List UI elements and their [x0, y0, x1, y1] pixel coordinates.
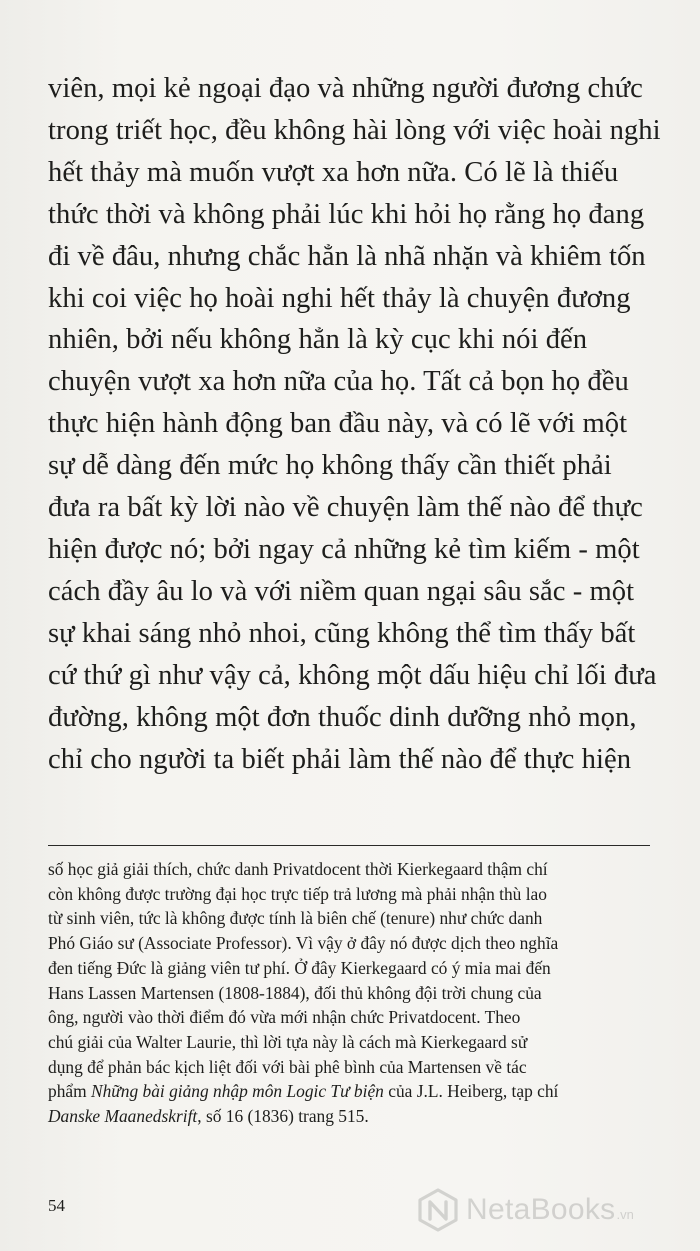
watermark-suffix: .vn [616, 1207, 634, 1222]
body-line: cách đầy âu lo và với niềm quan ngại sâu sắc - một [48, 575, 635, 607]
body-line: thực hiện hành động ban đầu này, và có lẽ với một [48, 408, 628, 440]
netabooks-watermark [416, 1186, 696, 1234]
footnote-line [48, 1079, 688, 1104]
footnote-line: chú giải của Walter Laurie, thì lời tựa này là cách mà Kierkegaard sử [48, 1031, 528, 1052]
main-body-text [48, 68, 698, 780]
body-line: hiện được nó; bởi ngay cả những kẻ tìm kiếm - một [48, 533, 640, 565]
body-line: chỉ cho người ta biết phải làm thế nào để thực hiện [48, 743, 632, 775]
body-line: sự khai sáng nhỏ nhoi, cũng không thể tìm thấy bất [48, 617, 636, 649]
body-line: viên, mọi kẻ ngoại đạo và những người đương chức [48, 73, 643, 104]
footnote-block [48, 857, 688, 1129]
body-line: trong triết học, đều không hài lòng với việc hoài nghi [48, 114, 661, 146]
body-line: đi về đâu, nhưng chắc hẳn là nhã nhặn và khiêm tốn [48, 240, 646, 272]
body-line: cứ thứ gì như vậy cả, không một dấu hiệu chỉ lối đưa [48, 659, 657, 691]
watermark-text: NetaBooks [466, 1193, 616, 1226]
footnote-text: , số 16 (1836) trang 515. [197, 1106, 369, 1127]
footnote-line: từ sinh viên, tức là không được tính là biên chế (tenure) như chức danh [48, 908, 543, 929]
footnote-line: Phó Giáo sư (Associate Professor). Vì vậy ở đây nó được dịch theo nghĩa [48, 933, 559, 954]
body-line: chuyện vượt xa hơn nữa của họ. Tất cả bọn họ đều [48, 366, 629, 398]
body-line: khi coi việc họ hoài nghi hết thảy là chuyện đương [48, 282, 631, 314]
page-number: 54 [48, 1196, 65, 1215]
footnote-line: Hans Lassen Martensen (1808-1884), đối thủ không đội trời chung của [48, 982, 542, 1003]
footnote-line: ông, người vào thời điểm đó vừa mới nhận chức Privatdocent. Theo [48, 1007, 521, 1028]
footnote-line: đen tiếng Đức là giảng viên tư phí. Ở đây Kierkegaard có ý mỉa mai đến [48, 957, 551, 978]
footnote-line: số học giả giải thích, chức danh Privatdocent thời Kierkegaard thậm chí [48, 859, 548, 879]
footnote-line [48, 1104, 688, 1129]
body-line: đưa ra bất kỳ lời nào về chuyện làm thế nào để thực [48, 492, 643, 524]
footnote-line: còn không được trường đại học trực tiếp trả lương mà phải nhận thù lao [48, 883, 547, 904]
body-line: nhiên, bởi nếu không hẳn là kỳ cục khi nói đến [48, 324, 588, 356]
work-title: Những bài giảng nhập môn Logic Tư biện [90, 1081, 384, 1102]
footnote-line: dụng để phản bác kịch liệt đối với bài phê bình của Martensen về tác [48, 1056, 527, 1077]
journal-title: Danske Maanedskrift [48, 1106, 198, 1127]
body-line: hết thảy mà muốn vượt xa hơn nữa. Có lẽ là thiếu [48, 156, 619, 188]
body-line: đường, không một đơn thuốc dinh dưỡng nhỏ mọn, [48, 701, 637, 733]
body-line: sự dễ dàng đến mức họ không thấy cần thiết phải [48, 450, 612, 482]
body-line: thức thời và không phải lúc khi hỏi họ rằng họ đang [48, 198, 645, 230]
footnote-text: của J.L. Heiberg, tạp chí [383, 1081, 559, 1102]
footnote-separator [48, 845, 650, 846]
netabooks-logo-icon [416, 1188, 460, 1232]
footnote-text: phẩm [48, 1081, 91, 1102]
